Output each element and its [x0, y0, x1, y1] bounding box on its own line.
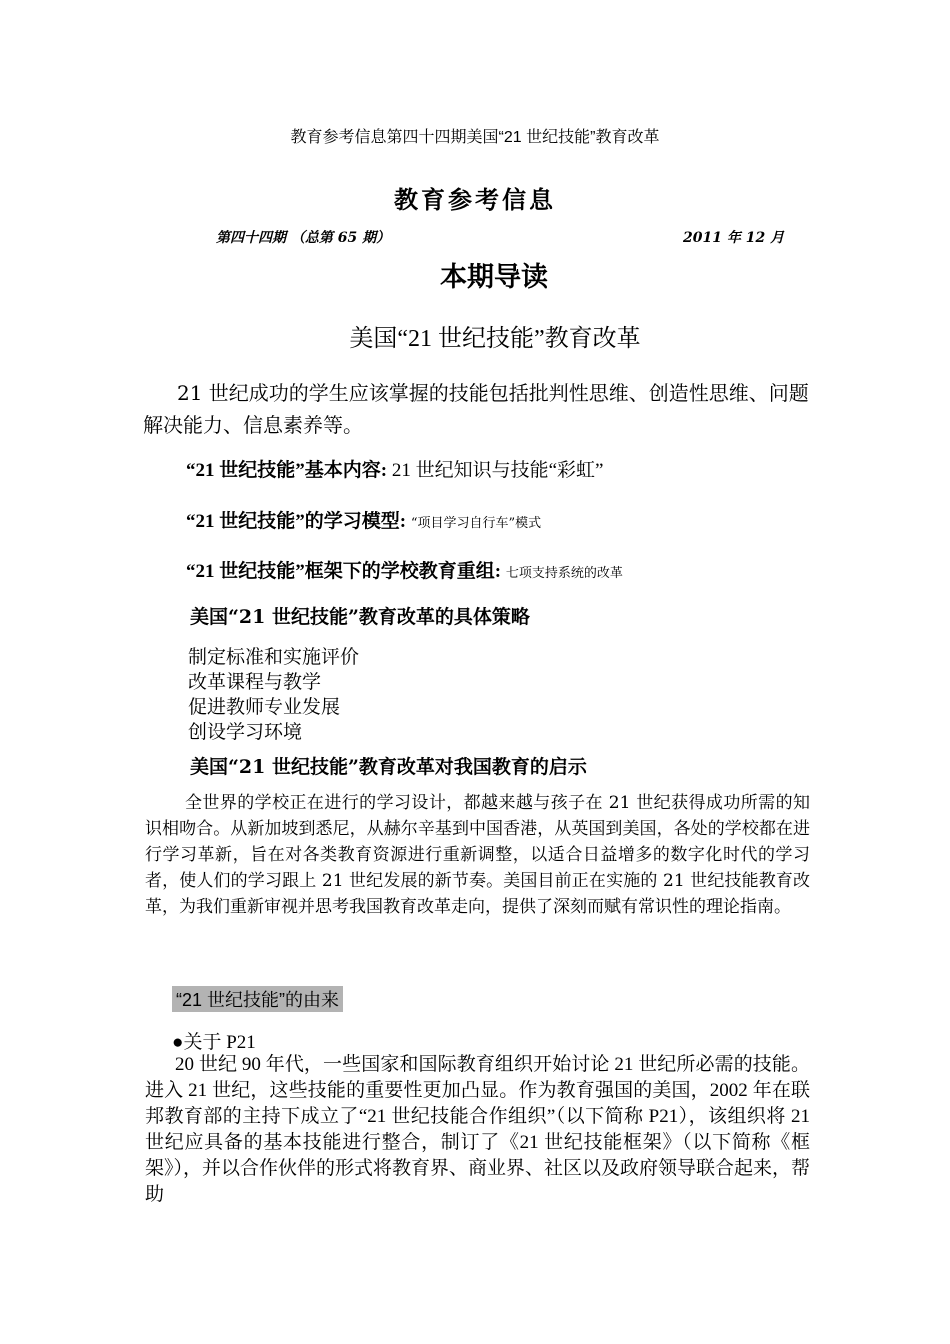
summary-item-value: 21 世纪知识与技能“彩虹”: [391, 460, 604, 481]
summary-item-label: “21 世纪技能”框架下的学校教育重组:: [186, 561, 502, 582]
strategy-item: 创设学习环境: [188, 721, 303, 743]
issue-date: 2011 年 12 月: [683, 230, 785, 246]
strategy-heading: 美国“21 世纪技能”教育改革的具体策略: [190, 606, 530, 628]
insight-heading: 美国“21 世纪技能”教育改革对我国教育的启示: [190, 756, 587, 778]
summary-item-content: [186, 455, 603, 482]
summary-item-label: “21 世纪技能”基本内容:: [186, 460, 388, 481]
running-header: 教育参考信息第四十四期美国“21 世纪技能”教育改革: [290, 129, 660, 146]
strategy-item: 改革课程与教学: [188, 671, 322, 693]
summary-item-label: “21 世纪技能”的学习模型:: [186, 511, 407, 532]
insight-paragraph: 全世界的学校正在进行的学习设计，都越来越与孩子在 21 世纪获得成功所需的知识相吻合。从新加坡到悉尼，从赫尔辛基到中国香港，从英国到美国，各处的学校都在进行学习革新，旨在对各类教育资源进行重新调整，以适合日益增多的数字化时代的学习者，使人们的学习跟上 21 世纪发展的新节奏。美国目前正在实施的 21 世纪技能教育改革，为我们重新审视并思考我国教育改革走向，提供了深刻而赋有常识性的理论指南。: [145, 793, 810, 917]
publication-title: 教育参考信息: [394, 185, 556, 214]
origin-heading: “21 世纪技能”的由来: [172, 986, 343, 1012]
summary-item-model: [186, 506, 541, 533]
summary-item-value: 七项支持系统的改革: [505, 566, 623, 581]
guide-title: 本期导读: [440, 262, 548, 293]
p21-heading: ●关于 P21: [172, 1032, 256, 1053]
issue-number: 第四十四期 （总第 65 期）: [216, 230, 391, 246]
summary-item-reorganization: [186, 556, 623, 583]
intro-paragraph: 21 世纪成功的学生应该掌握的技能包括批判性思维、创造性思维、问题解决能力、信息素养等。: [143, 381, 809, 437]
p21-paragraph: 20 世纪 90 年代，一些国家和国际教育组织开始讨论 21 世纪所必需的技能。进入 21 世纪，这些技能的重要性更加凸显。作为教育强国的美国，2002 年在联邦教育部的主持下成立了“21 世纪技能合作组织”（以下简称 P21），该组织将 21 世纪应具备的基本技能进行整合，制订了《21 世纪技能框架》（以下简称《框架》），并以合作伙伴的形式将教育界、商业界、社区以及政府领导联合起来，帮助: [145, 1054, 811, 1205]
summary-item-value: “项目学习自行车”模式: [410, 516, 542, 531]
article-subtitle: 美国“21 世纪技能”教育改革: [349, 326, 641, 352]
strategy-item: 促进教师专业发展: [188, 696, 341, 718]
strategy-item: 制定标准和实施评价: [188, 646, 360, 668]
